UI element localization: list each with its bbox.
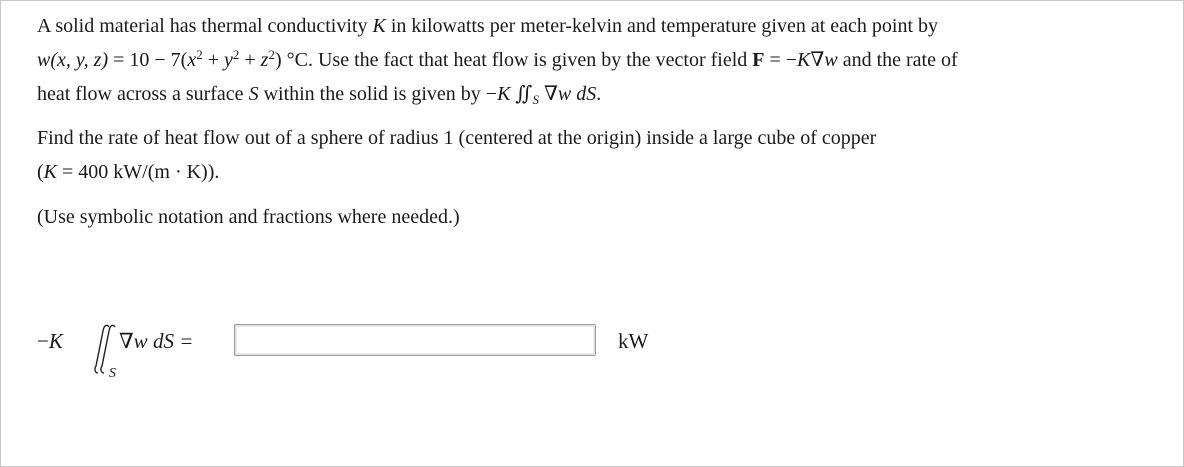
answer-lhs-integrand: ∇w dS = [119,329,194,353]
statement-line-1: A solid material has thermal conductivity K in kilowatts per meter-kelvin and temperature given at each point by [37,15,939,37]
answer-row [37,319,737,381]
statement-line-2: w(x, y, $z) = 10 - 7(x^2 + y^2 + z^2)$ °C. Use the fact that heat flow is given by the vector field F = −K∇w and the rate of [37,47,958,71]
question-line-2: (K = 400 kW/(m · K)). [37,161,220,183]
double-integral-icon [89,319,121,381]
question-text [37,121,876,189]
statement-line-3: heat flow across a surface S within the solid is given by −K $∬_S$ ∇w dS. [37,83,602,107]
problem-statement [37,9,958,117]
question-line-1: Find the rate of heat flow out of a sphere of radius 1 (centered at the origin) inside a large cube of copper [37,127,877,149]
answer-input[interactable] [234,324,596,356]
answer-lhs-prefix: −K [37,329,63,353]
answer-unit: kW [618,329,649,353]
integral-subscript: S [109,366,116,381]
hint-text: (Use symbolic notation and fractions where needed.) [37,206,460,228]
